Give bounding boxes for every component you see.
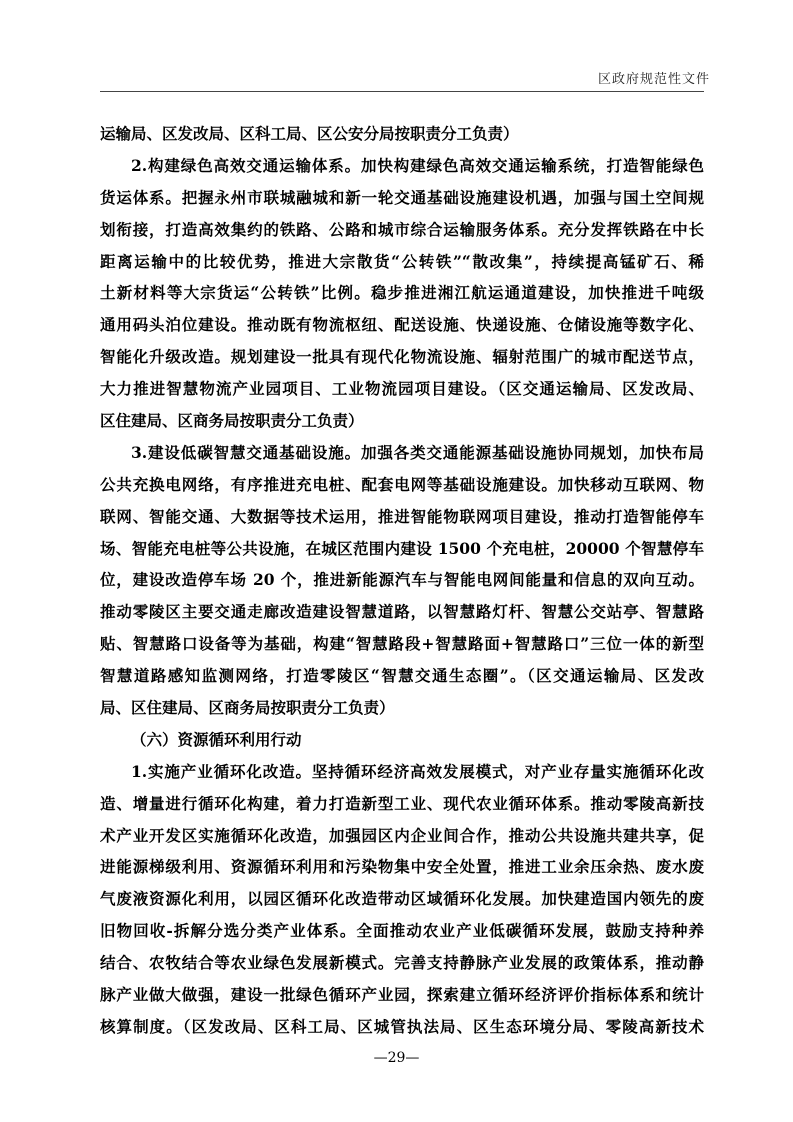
paragraph-line: 场、智能充电桩等公共设施，在城区范围内建设 1500 个充电桩，20000 个智慧停车 <box>100 538 704 558</box>
paragraph-line: 通用码头泊位建设。推动既有物流枢纽、配送设施、快递设施、仓储设施等数字化、 <box>100 315 704 335</box>
paragraph-line: 智能化升级改造。规划建设一批具有现代化物流设施、辐射范围广的城市配送节点， <box>100 347 704 367</box>
paragraph-line: 2.构建绿色高效交通运输体系。加快构建绿色高效交通运输系统，打造智能绿色 <box>131 155 704 175</box>
paragraph-line: 智慧道路感知监测网络，打造零陵区“智慧交通生态圈”。（区交通运输局、区发改 <box>100 666 704 686</box>
paragraph-line: 联网、智能交通、大数据等技术运用，推进智能物联网项目建设，推动打造智能停车 <box>100 506 704 526</box>
paragraph-line: 结合、农牧结合等农业绿色发展新模式。完善支持静脉产业发展的政策体系，推动静 <box>100 953 704 973</box>
paragraph-line: 土新材料等大宗货运“公转铁”比例。稳步推进湘江航运通道建设，加快推进千吨级 <box>100 283 704 303</box>
paragraph-line: 局、区住建局、区商务局按职责分工负责） <box>100 698 395 718</box>
paragraph-line: 划衔接，打造高效集约的铁路、公路和城市综合运输服务体系。充分发挥铁路在中长 <box>100 219 704 239</box>
paragraph-line: 旧物回收-拆解分选分类产业体系。全面推动农业产业低碳循环发展，鼓励支持种养 <box>100 921 704 941</box>
paragraph-line: 推动零陵区主要交通走廊改造建设智慧道路，以智慧路灯杆、智慧公交站亭、智慧路 <box>100 602 704 622</box>
paragraph-line: 大力推进智慧物流产业园项目、工业物流园项目建设。（区交通运输局、区发改局、 <box>100 379 704 399</box>
paragraph-line: 造、增量进行循环化构建，着力打造新型工业、现代农业循环体系。推动零陵高新技 <box>100 793 704 813</box>
paragraph-line: 气废液资源化利用，以园区循环化改造带动区域循环化发展。加快建造国内领先的废 <box>100 889 704 909</box>
paragraph-line: 货运体系。把握永州市联城融城和新一轮交通基础设施建设机遇，加强与国土空间规 <box>100 187 704 207</box>
paragraph-line: 脉产业做大做强，建设一批绿色循环产业园，探索建立循环经济评价指标体系和统计 <box>100 985 704 1005</box>
paragraph-line: 位，建设改造停车场 20 个，推进新能源汽车与智能电网间能量和信息的双向互动。 <box>100 570 704 590</box>
paragraph-line: 核算制度。（区发改局、区科工局、区城管执法局、区生态环境分局、零陵高新技术 <box>100 1016 704 1036</box>
paragraph-line: 距离运输中的比较优势，推进大宗散货“公转铁”“散改集”，持续提高锰矿石、稀 <box>100 251 704 271</box>
document-category-header: 区政府规范性文件 <box>598 72 711 87</box>
paragraph-line: 区住建局、区商务局按职责分工负责） <box>100 411 364 431</box>
document-body <box>100 118 704 1043</box>
header-divider <box>100 91 704 92</box>
paragraph-line: 术产业开发区实施循环化改造，加强园区内企业间合作，推动公共设施共建共享，促 <box>100 825 704 845</box>
paragraph-line: 1.实施产业循环化改造。坚持循环经济高效发展模式，对产业存量实施循环化改 <box>131 761 704 781</box>
paragraph-line: 3.建设低碳智慧交通基础设施。加强各类交通能源基础设施协同规划，加快布局 <box>131 442 704 462</box>
paragraph-line: 进能源梯级利用、资源循环利用和污染物集中安全处置，推进工业余压余热、废水废 <box>100 857 704 877</box>
section-heading: （六）资源循环利用行动 <box>131 729 302 749</box>
paragraph-line: 贴、智慧路口设备等为基础，构建“智慧路段+智慧路面+智慧路口”三位一体的新型 <box>100 634 704 654</box>
paragraph-line: 运输局、区发改局、区科工局、区公安分局按职责分工负责） <box>100 124 519 143</box>
paragraph-line: 公共充换电网络，有序推进充电桩、配套电网等基础设施建设。加快移动互联网、物 <box>100 474 704 494</box>
page-number: —29— <box>373 1050 420 1066</box>
